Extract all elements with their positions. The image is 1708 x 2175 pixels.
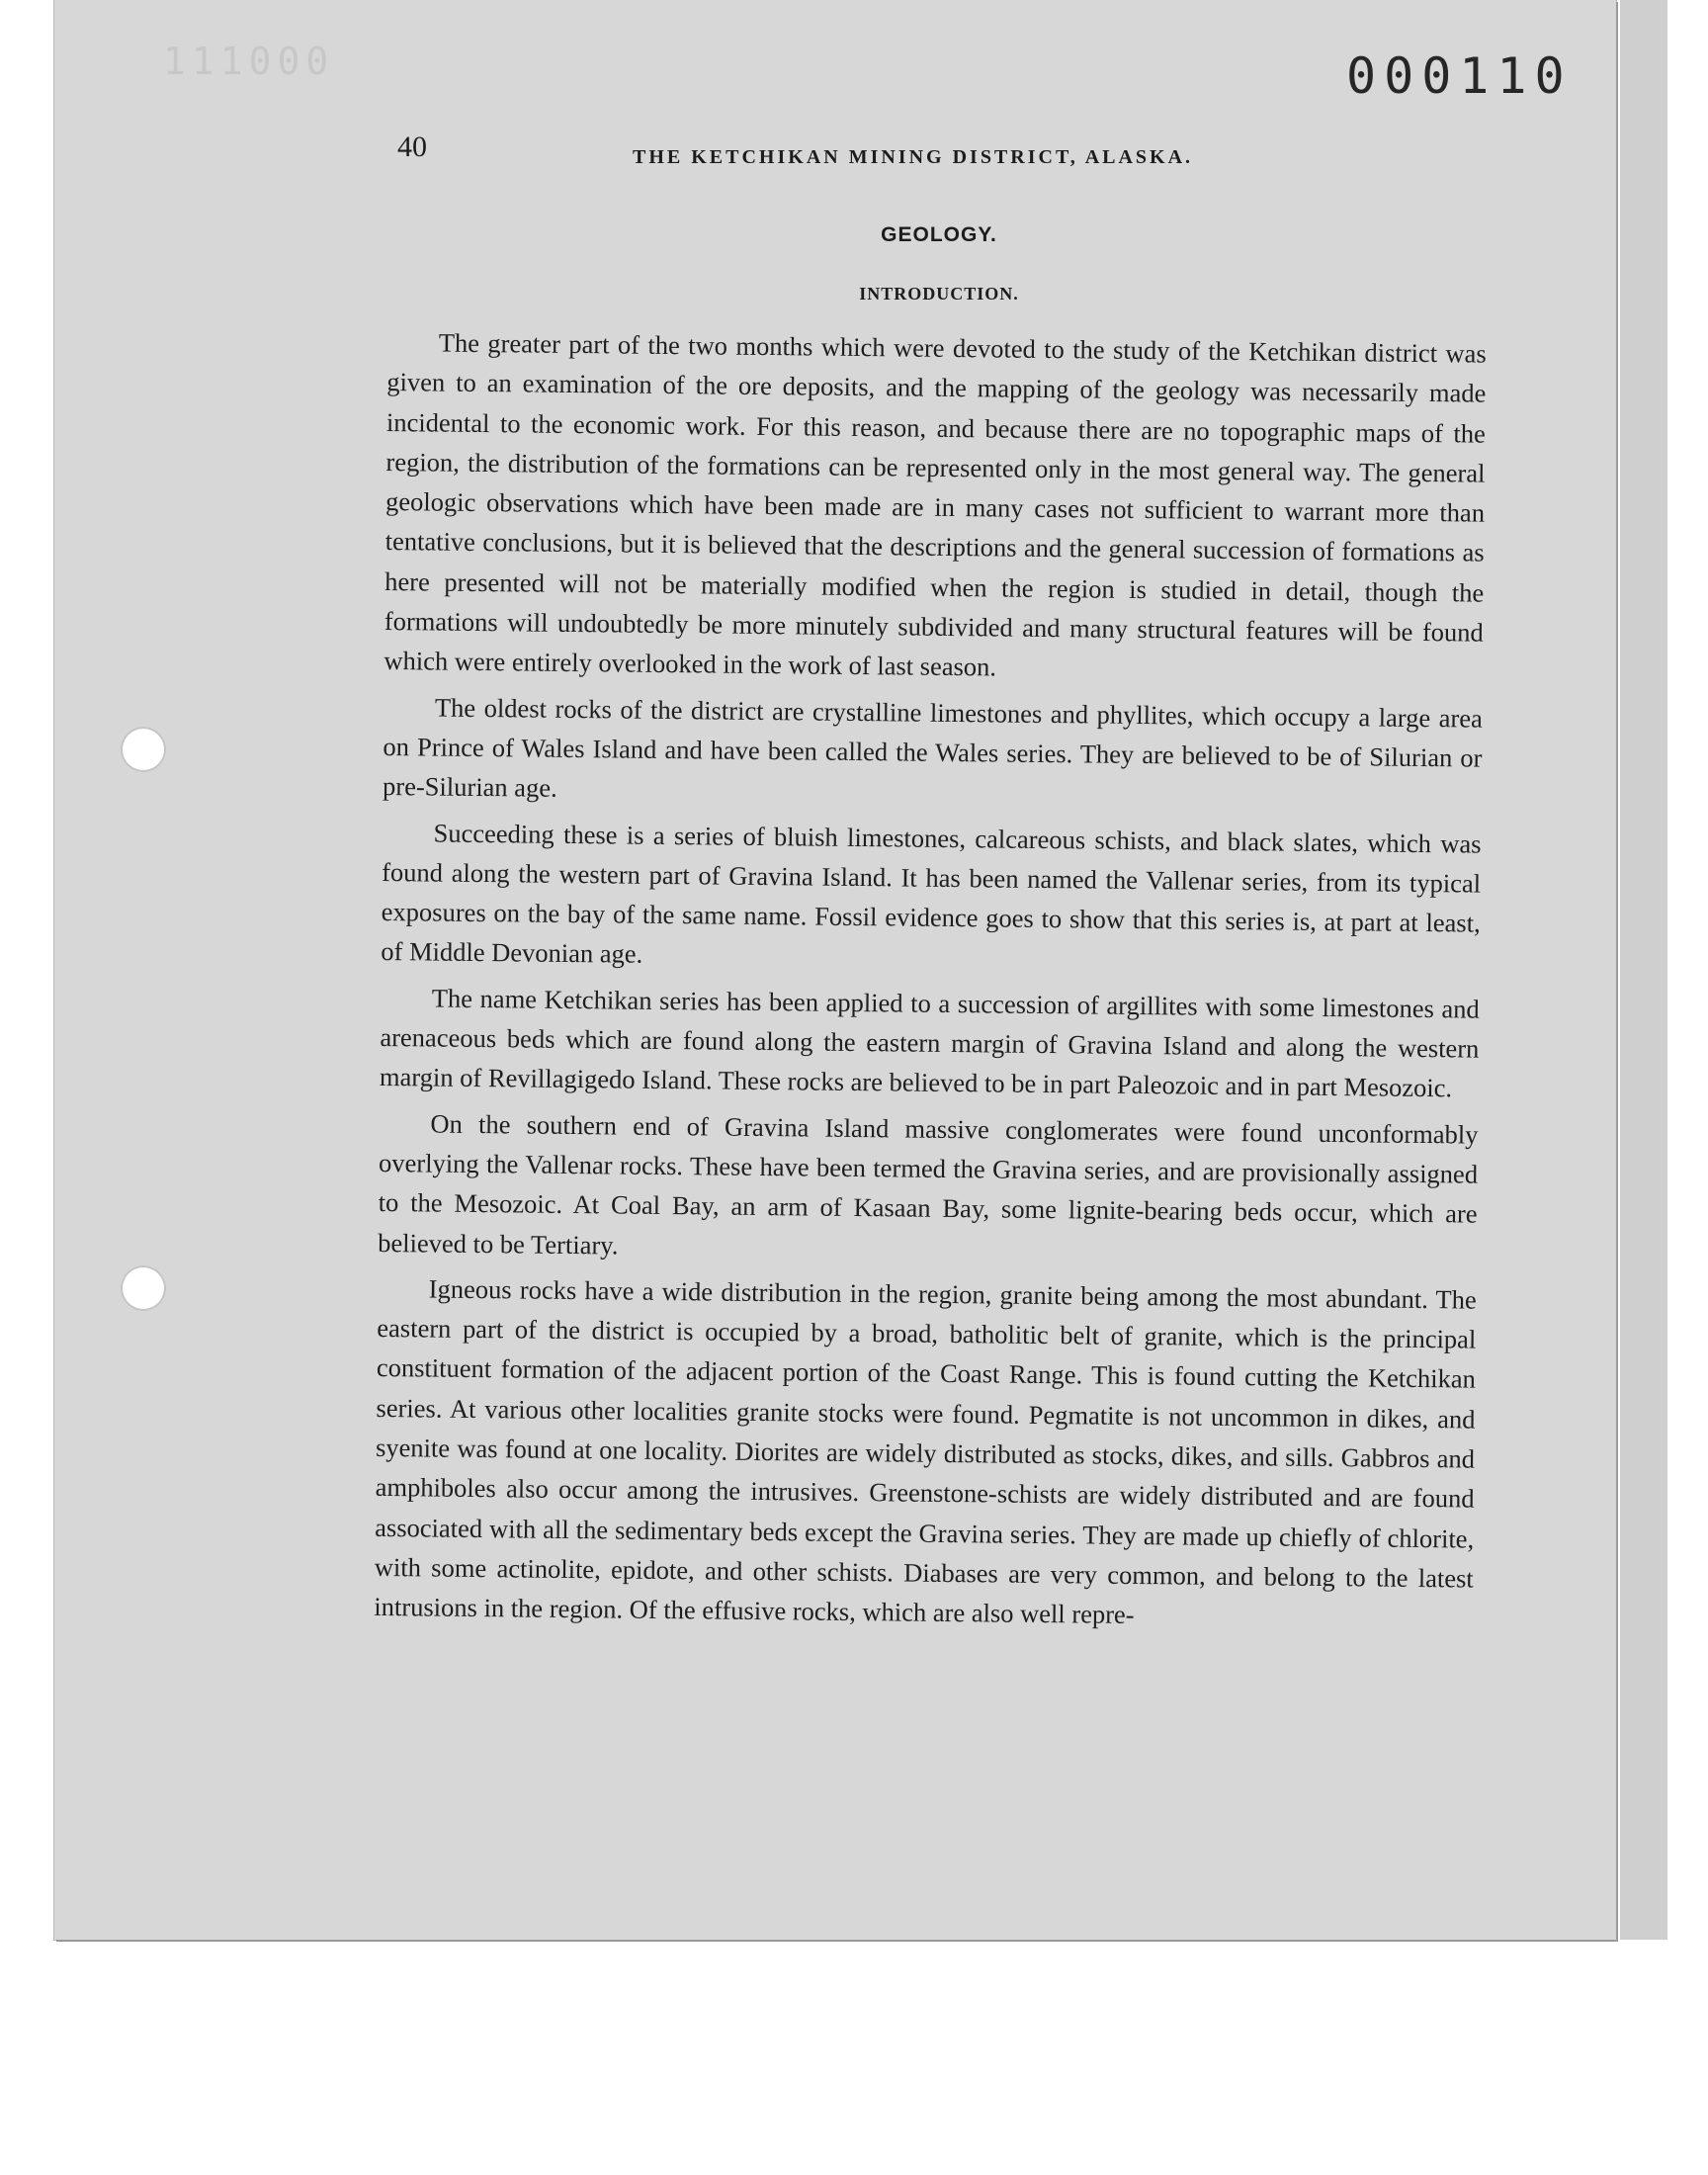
faint-stamp-number: 111000: [163, 40, 335, 83]
section-title: GEOLOGY.: [881, 223, 997, 246]
paragraph: On the southern end of Gravina Island massive conglomerates were found unconformably overlying the Vallenar rocks. These have been termed the Gravina series, and are provisionally assigned to the Mesozoic. At Coal Bay, an arm of Kasaan Bay, some lignite-bearing beds occur, which are believed to be Tertiary.: [378, 1108, 1479, 1261]
stamp-number: 000110: [1346, 47, 1573, 105]
running-head: THE KETCHIKAN MINING DISTRICT, ALASKA.: [633, 146, 1194, 168]
body-text: [374, 322, 1487, 1644]
paragraph: The name Ketchikan series has been applied to a succession of argillites with some limestones and arenaceous beds which are found along the eastern margin of Gravina Island and along the western margin of Revillagigedo Island. These rocks are believed to be in part Paleozoic and in part Mesozoic.: [379, 983, 1480, 1103]
subsection-title: INTRODUCTION.: [859, 284, 1019, 304]
punch-hole-upper: [121, 727, 166, 772]
paragraph: Succeeding these is a series of bluish limestones, calcareous schists, and black slates, which was found along the western part of Gravina Island. It has been named the Vallenar series, from its typical exposures on the bay of the same name. Fossil evidence goes to show that this series is, at part at least, of Middle Devonian age.: [381, 818, 1482, 970]
paragraph: The oldest rocks of the district are crystalline limestones and phyllites, which occupy a large area on Prince of Wales Island and have been called the Wales series. They are believed to be of Silurian or pre-Silurian age.: [382, 692, 1484, 804]
paragraph: The greater part of the two months which were devoted to the study of the Ketchikan district was given to an examination of the ore deposits, and the mapping of the geology was necessarily made incidental to the economic work. For this reason, and because there are no topographic maps of the region, the distribution of the formations can be represented only in the most general way. The general geologic observations which have been made are in many cases not sufficient to warrant more than tentative conclusions, but it is believed that the descriptions and the general succession of formations as here presented will not be materially modified when the region is studied in detail, though the formations will undoubtedly be more minutely subdivided and many structural features will be found which were entirely overlooked in the work of last season.: [384, 327, 1487, 682]
punch-hole-lower: [121, 1265, 166, 1311]
page-number: 40: [397, 130, 427, 163]
paragraph: Igneous rocks have a wide distribution in the region, granite being among the most abundant. The eastern part of the district is occupied by a broad, batholitic belt of granite, which is the principal constituent formation of the adjacent portion of the Coast Range. This is found cutting the Ketchikan series. At various other localities granite stocks were found. Pegmatite is not uncommon in dikes, and syenite was found at one locality. Diorites are widely distributed as stocks, dikes, and sills. Gabbros and amphiboles also occur among the intrusives. Greenstone-schists are widely distributed and are found associated with all the sedimentary beds except the Gravina series. They are made up chiefly of chlorite, with some actinolite, epidote, and other schists. Diabases are very common, and belong to the latest intrusions in the region. Of the effusive rocks, which are also well repre-: [374, 1273, 1477, 1630]
